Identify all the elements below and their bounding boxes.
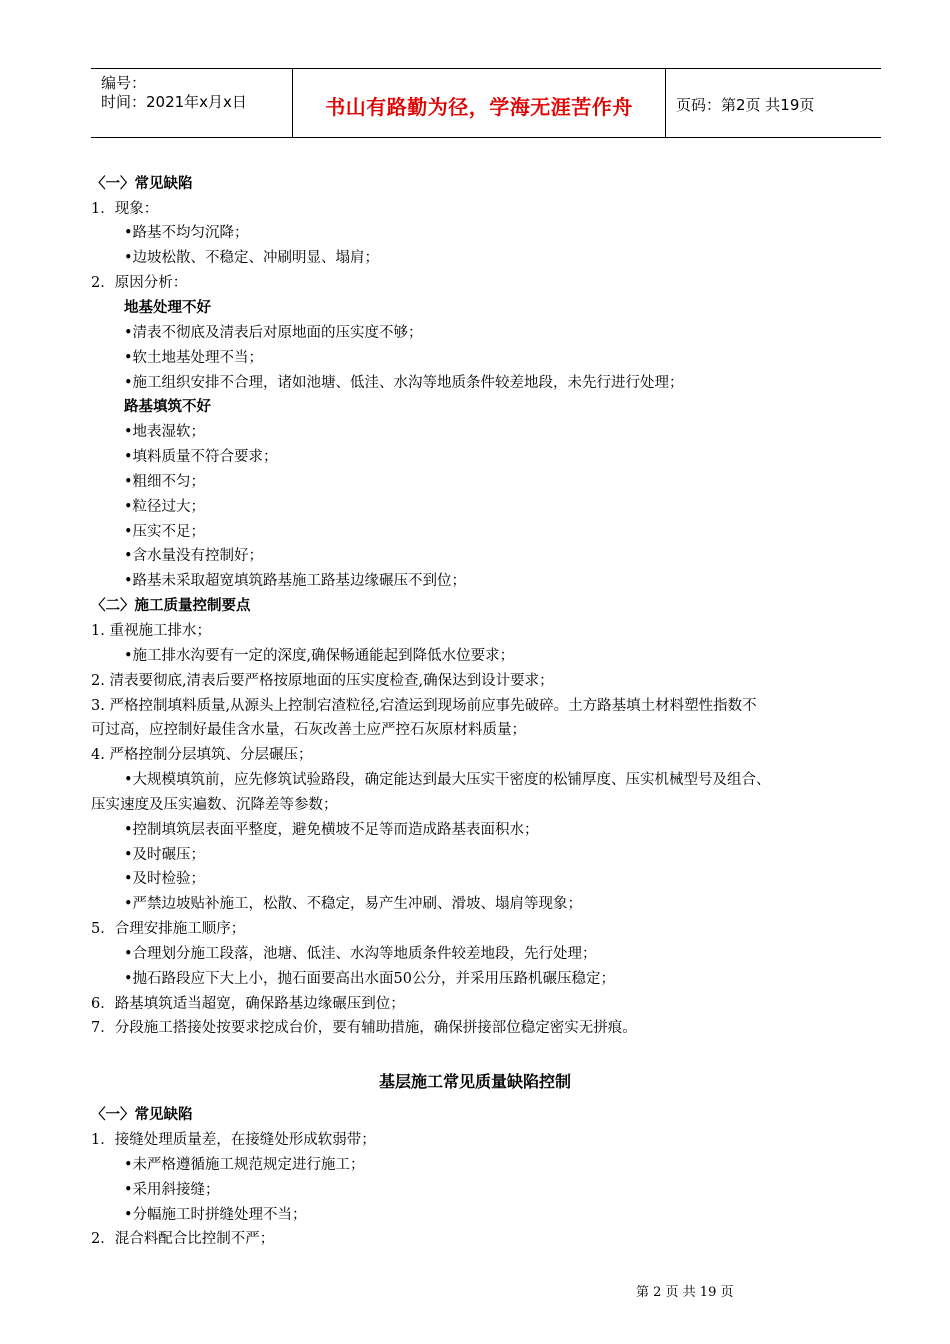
numbered-item: 1. 重视施工排水； [91, 623, 211, 639]
section-title: 基层施工常见质量缺陷控制 [378, 1072, 571, 1091]
bullet-item: •及时碾压； [124, 847, 206, 863]
section-heading: 〈一〉常见缺陷 [91, 176, 193, 192]
continuation-text: 压实速度及压实遍数、沉降差等参数； [91, 797, 338, 813]
numbered-item: 5．合理安排施工顺序； [91, 921, 246, 937]
time-label: 时间：2021年x月x日 [101, 93, 247, 111]
bullet-item: •路基未采取超宽填筑路基施工路基边缘碾压不到位； [124, 573, 467, 589]
bullet-item: •地表湿软； [124, 424, 206, 440]
bullet-item: •未严格遵循施工规范规定进行施工； [124, 1157, 365, 1173]
bullet-item: •清表不彻底及清表后对原地面的压实度不够； [124, 325, 423, 341]
numbered-item: 2．混合料配合比控制不严； [91, 1231, 275, 1247]
bullet-item: •压实不足； [124, 524, 206, 540]
bullet-item: •采用斜接缝； [124, 1182, 220, 1198]
numbered-item: 4. 严格控制分层填筑、分层碾压； [91, 747, 313, 763]
page-footer: 第 2 页 共 19 页 [636, 1285, 734, 1300]
motto-text: 书山有路勤为径，学海无涯苦作舟 [325, 95, 633, 119]
bullet-item: •粒径过大； [124, 499, 206, 515]
numbered-item: 6．路基填筑适当超宽，确保路基边缘碾压到位； [91, 996, 405, 1012]
subheading: 路基填筑不好 [124, 399, 211, 415]
number-label: 编号： [101, 74, 147, 92]
page-info: 页码：第2页 共19页 [676, 96, 815, 114]
numbered-item: 2．原因分析： [91, 275, 188, 291]
bullet-item: •大规模填筑前，应先修筑试验路段，确定能达到最大压实干密度的松铺厚度、压实机械型号及组合、 [124, 772, 771, 788]
numbered-item: 7．分段施工搭接处按要求挖成台价，要有辅助措施，确保拼接部位稳定密实无拼痕。 [91, 1020, 637, 1036]
numbered-item: 1．现象： [91, 201, 159, 217]
numbered-item: 2. 清表要彻底,清表后要严格按原地面的压实度检查,确保达到设计要求； [91, 673, 554, 689]
bullet-item: •含水量没有控制好； [124, 548, 264, 564]
bullet-item: •合理划分施工段落，池塘、低洼、水沟等地质条件较差地段，先行处理； [124, 946, 597, 962]
bullet-item: •抛石路段应下大上小，抛石面要高出水面50公分，并采用压路机碾压稳定； [124, 971, 616, 987]
subheading: 地基处理不好 [124, 300, 211, 316]
section-heading: 〈一〉常见缺陷 [91, 1107, 193, 1123]
bullet-item: •严禁边坡贴补施工，松散、不稳定，易产生冲刷、滑坡、塌肩等现象； [124, 896, 583, 912]
bullet-item: •边坡松散、不稳定、冲刷明显、塌肩； [124, 250, 380, 266]
bullet-item: •路基不均匀沉降； [124, 225, 249, 241]
bullet-item: •填料质量不符合要求； [124, 449, 278, 465]
document-header [91, 68, 881, 138]
continuation-text: 可过高，应控制好最佳含水量，石灰改善土应严控石灰原材料质量； [91, 722, 526, 738]
section-heading: 〈二〉施工质量控制要点 [91, 598, 251, 614]
bullet-item: •施工排水沟要有一定的深度,确保畅通能起到降低水位要求； [124, 648, 515, 664]
bullet-item: •及时检验； [124, 871, 206, 887]
header-left-cell [91, 69, 293, 137]
numbered-item: 3. 严格控制填料质量,从源头上控制宕渣粒径,宕渣运到现场前应事先破碎。土方路基填土材料塑性指数不 [91, 698, 757, 714]
bullet-item: •施工组织安排不合理，诸如池塘、低洼、水沟等地质条件较差地段，未先行进行处理； [124, 375, 684, 391]
bullet-item: •软土地基处理不当； [124, 350, 264, 366]
bullet-item: •分幅施工时拼缝处理不当； [124, 1207, 307, 1223]
bullet-item: •控制填筑层表面平整度，避免横坡不足等而造成路基表面积水； [124, 822, 539, 838]
numbered-item: 1．接缝处理质量差，在接缝处形成软弱带； [91, 1132, 376, 1148]
header-page-cell [666, 69, 881, 137]
header-motto-cell [293, 69, 666, 137]
bullet-item: •粗细不匀； [124, 474, 206, 490]
